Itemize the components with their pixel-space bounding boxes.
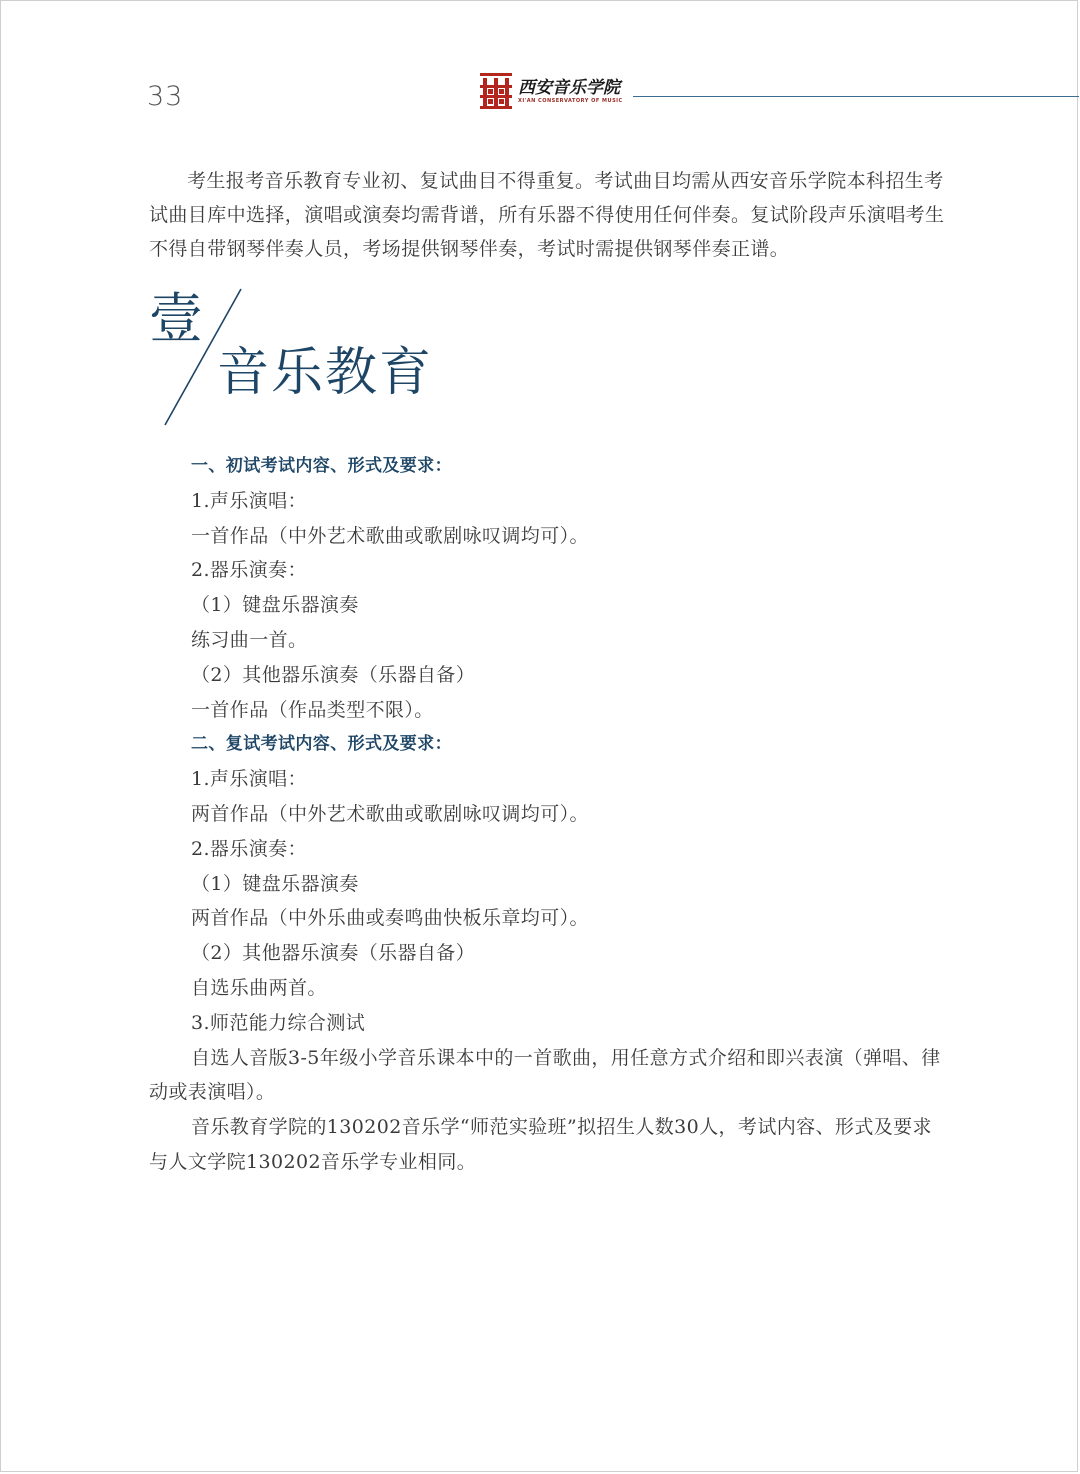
content-paragraph: 音乐教育学院的130202音乐学“师范实验班”拟招生人数30人，考试内容、形式及要求与人文学院130202音乐学专业相同。 (149, 1116, 932, 1173)
content-line: 自选乐曲两首。 (191, 976, 327, 999)
intro-text: 考生报考音乐教育专业初、复试曲目不得重复。考试曲目均需从西安音乐学院本科招生考试曲目库中选择，演唱或演奏均需背谱，所有乐器不得使用任何伴奏。复试阶段声乐演唱考生不得自带钢琴伴奏人员，考场提供钢琴伴奏，考试时需提供钢琴伴奏正谱。 (149, 170, 945, 260)
section-title: 音乐教育 (217, 343, 434, 403)
page-number: 33 (147, 81, 184, 112)
content-line: （2）其他器乐演奏（乐器自备） (191, 663, 476, 686)
content-line: （2）其他器乐演奏（乐器自备） (191, 942, 476, 965)
content-line: 1.声乐演唱： (191, 768, 307, 791)
content-line: 1.声乐演唱： (191, 489, 307, 512)
section-number: 壹 (149, 287, 203, 350)
content-line: 2.器乐演奏： (191, 837, 307, 860)
content-line: （1）键盘乐器演奏 (191, 594, 359, 617)
intro-paragraph (149, 164, 949, 266)
subsection-heading: 二、复试考试内容、形式及要求： (191, 734, 452, 755)
content-line: 两首作品（中外乐曲或奏鸣曲快板乐章均可）。 (191, 907, 589, 930)
conservatory-emblem-icon (479, 71, 513, 111)
logo-chinese-name: 西安音乐学院 (518, 77, 620, 98)
conservatory-logo (479, 71, 623, 111)
section-content (149, 449, 949, 1180)
content-line: 一首作品（作品类型不限）。 (191, 698, 434, 721)
content-line: 3.师范能力综合测试 (191, 1011, 366, 1034)
content-paragraph: 自选人音版3-5年级小学音乐课本中的一首歌曲，用任意方式介绍和即兴表演（弹唱、律动或表演唱）。 (149, 1046, 941, 1104)
content-line: 2.器乐演奏： (191, 559, 307, 582)
content-line: 两首作品（中外艺术歌曲或歌剧咏叹调均可）。 (191, 802, 589, 825)
content-line: （1）键盘乐器演奏 (191, 872, 359, 895)
content-line: 一首作品（中外艺术歌曲或歌剧咏叹调均可）。 (191, 524, 589, 547)
content-line: 练习曲一首。 (191, 628, 308, 651)
header-rule (633, 96, 1079, 97)
subsection-heading: 一、初试考试内容、形式及要求： (191, 456, 452, 476)
logo-english-name: XI'AN CONSERVATORY OF MUSIC (518, 97, 623, 104)
